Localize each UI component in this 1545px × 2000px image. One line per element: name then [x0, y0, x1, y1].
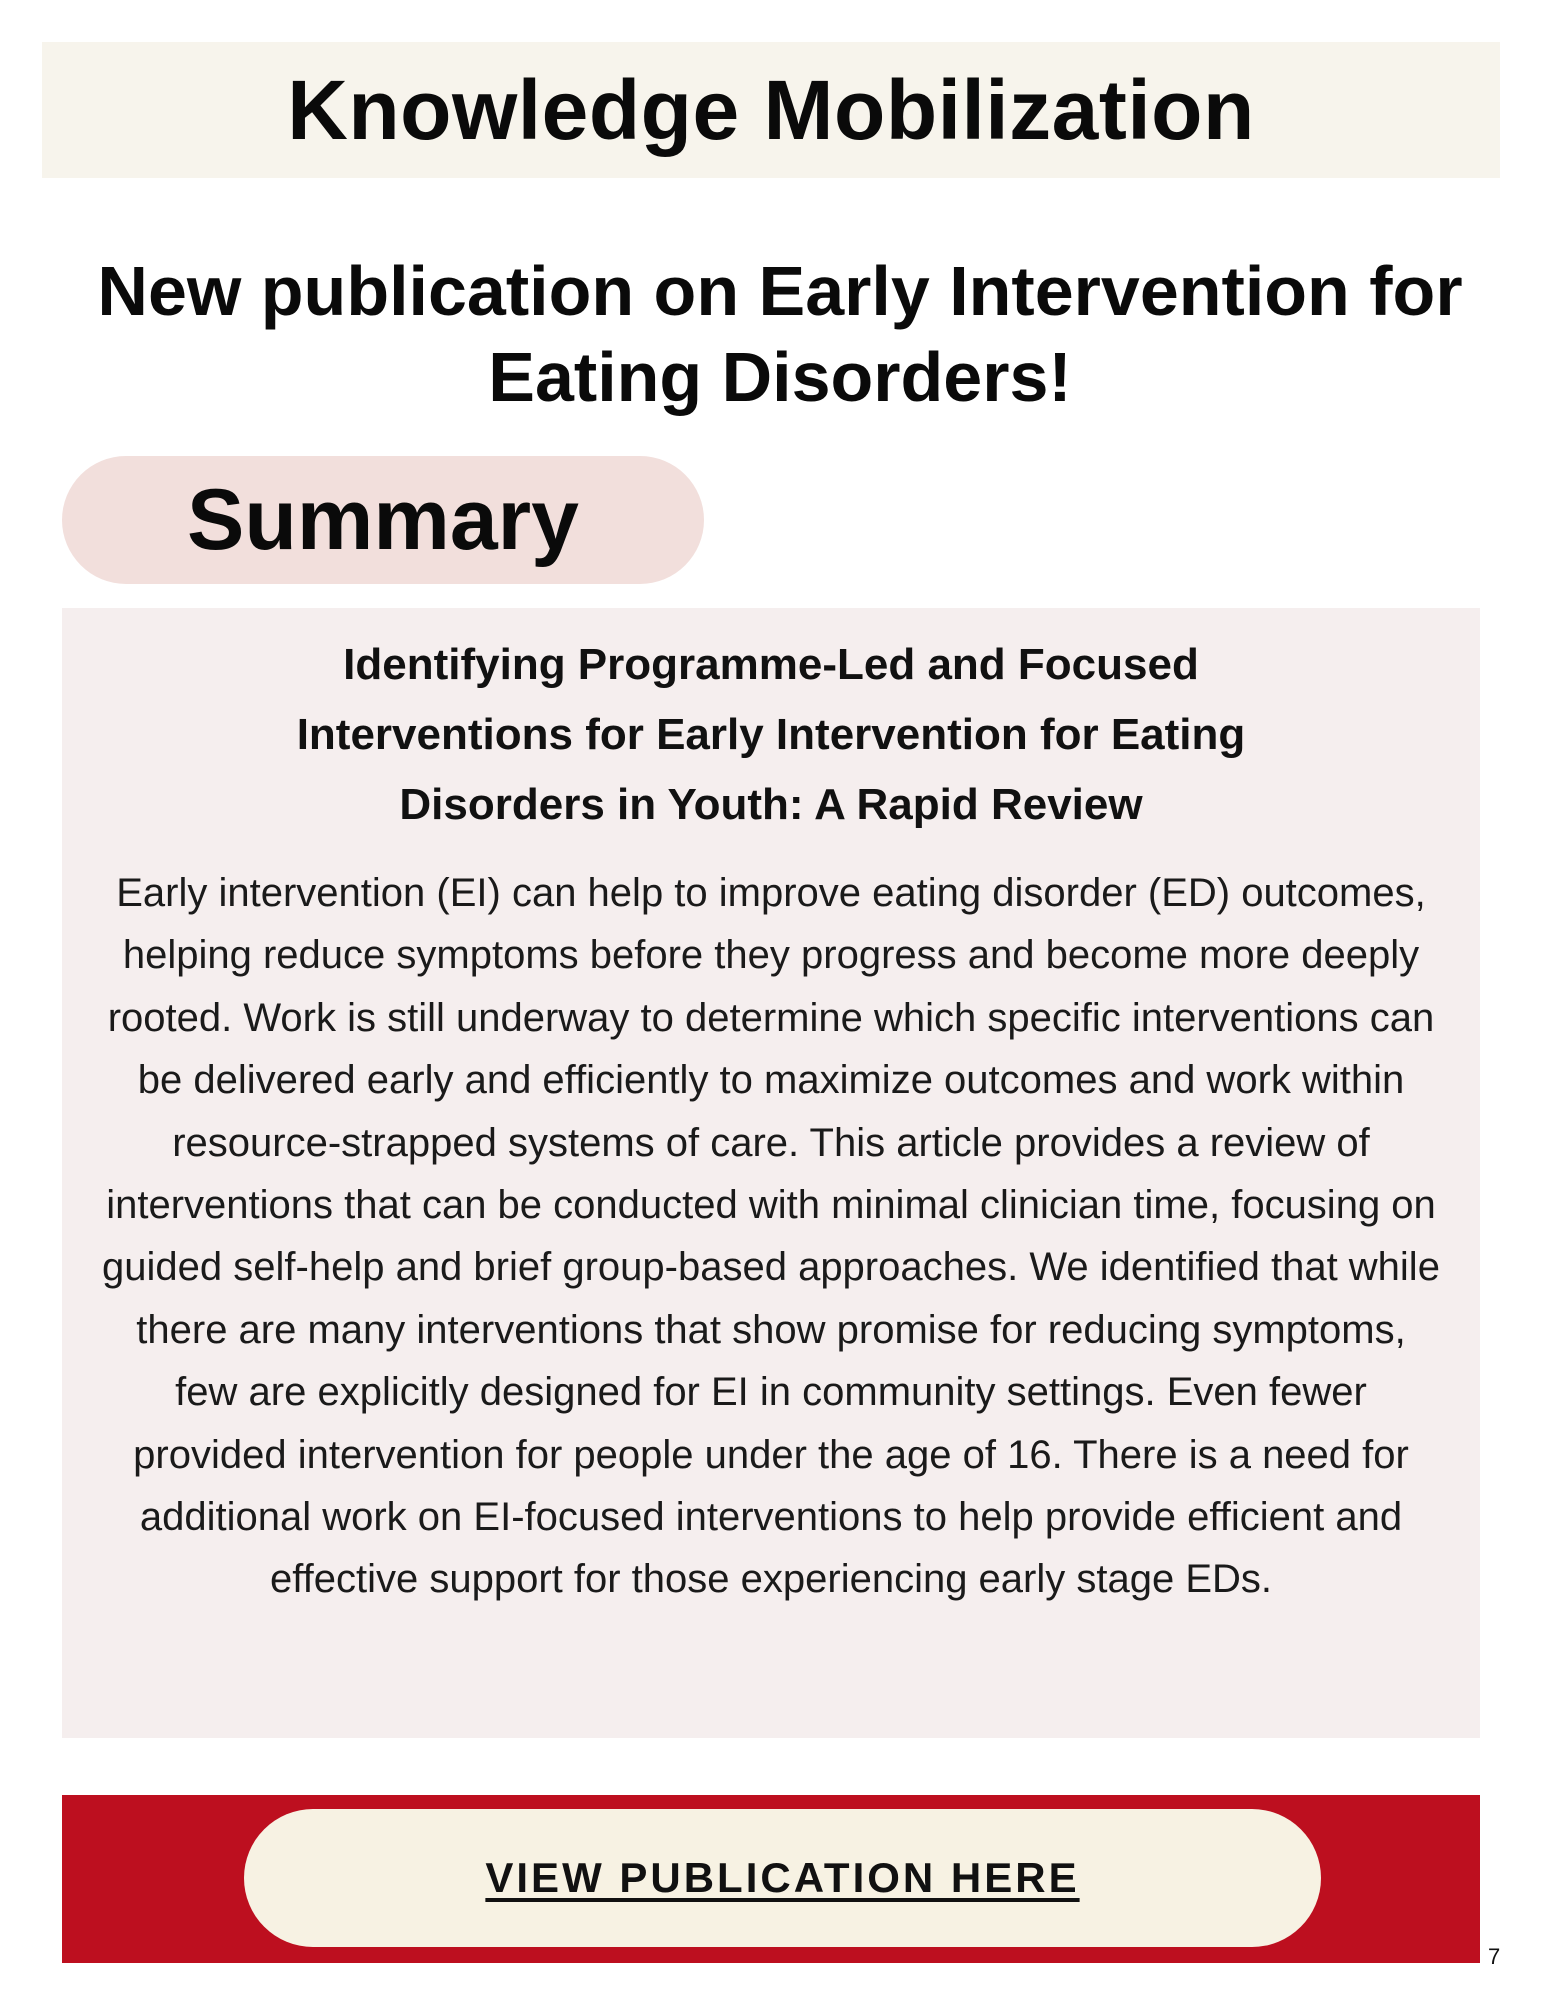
- summary-box: [62, 608, 1480, 1738]
- publication-headline: New publication on Early Intervention for Eating Disorders!: [97, 252, 1463, 416]
- view-publication-link[interactable]: VIEW PUBLICATION HERE: [485, 1854, 1080, 1901]
- page-number: 7: [1488, 1944, 1501, 1969]
- article-title: Identifying Programme-Led and Focused Interventions for Early Intervention for Eating Disorders in Youth: A Rapid Review: [296, 640, 1246, 829]
- view-publication-button[interactable]: [244, 1809, 1321, 1947]
- summary-label: Summary: [187, 471, 579, 568]
- section-banner: [42, 42, 1500, 178]
- summary-label-pill: [62, 456, 704, 584]
- cta-band: [62, 1795, 1480, 1963]
- section-title: Knowledge Mobilization: [287, 62, 1255, 157]
- article-abstract: Early intervention (EI) can help to improve eating disorder (ED) outcomes, helping reduce symptoms before they progress and become more deeply rooted. Work is still underway to determine which specific interventions can be delivered early and efficiently to maximize outcomes and work within resource-strapped systems of care. This article provides a review of interventions that can be conducted with minimal clinician time, focusing on guided self-help and brief group-based approaches. We identified that while there are many interventions that show promise for reducing symptoms, few are explicitly designed for EI in community settings. Even fewer provided intervention for people under the age of 16. There is a need for additional work on EI-focused interventions to help provide efficient and effective support for those experiencing early stage EDs.: [102, 871, 1440, 1602]
